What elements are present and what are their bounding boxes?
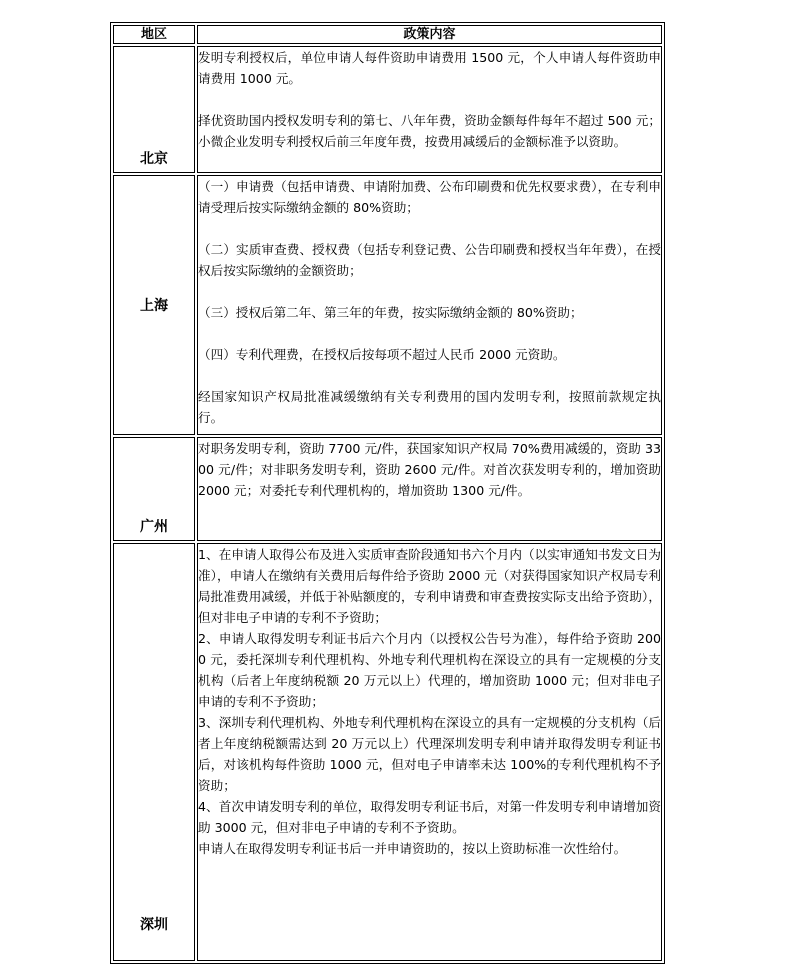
table-row-guangzhou: [113, 437, 662, 541]
policy-paragraph: 3、深圳专利代理机构、外地专利代理机构在深设立的具有一定规模的分支机构（后者上年度纳税额需达到 20 万元以上）代理深圳发明专利申请并取得发明专利证书后，对该机构每件资助 1000 元，但对电子申请率未达 100%的专利代理机构不予资助；: [198, 715, 661, 793]
region-cell: 北京: [113, 46, 195, 173]
table-row-shenzhen: [113, 543, 662, 961]
policy-paragraph: 对职务发明专利，资助 7700 元/件，获国家知识产权局 70%费用减缓的，资助 3300 元/件；对非职务发明专利，资助 2600 元/件。对首次获发明专利的，增加资助 2000 元；对委托专利代理机构的，增加资助 1300 元/件。: [198, 441, 661, 498]
policy-paragraph: 择优资助国内授权发明专利的第七、八年年费，资助金额每件每年不超过 500 元；小微企业发明专利授权后前三年度年费，按费用减缓后的金额标准予以资助。: [198, 113, 661, 149]
content-cell: [197, 543, 662, 961]
policy-paragraph: （三）授权后第二年、第三年的年费，按实际缴纳金额的 80%资助；: [198, 305, 583, 320]
content-cell: [197, 46, 662, 173]
content-cell: [197, 175, 662, 435]
policy-paragraph: 1、在申请人取得公布及进入实质审查阶段通知书六个月内（以实审通知书发文日为准），申请人在缴纳有关费用后每件给予资助 2000 元（对获得国家知识产权局专利局批准费用减缓，并低于补贴额度的，专利申请费和审查费按实际支出给予资助），但对非电子申请的专利不予资助；: [198, 547, 661, 625]
table-row-beijing: [113, 46, 662, 173]
policy-paragraph: 4、首次申请发明专利的单位，取得发明专利证书后，对第一件发明专利申请增加资助 3000 元，但对非电子申请的专利不予资助。: [198, 799, 661, 835]
policy-paragraph: （四）专利代理费，在授权后按每项不超过人民币 2000 元资助。: [198, 347, 566, 362]
table-header-row: [113, 25, 662, 44]
policy-paragraph: 申请人在取得发明专利证书后一并申请资助的，按以上资助标准一次性给付。: [198, 841, 627, 856]
region-cell: 广州: [113, 437, 195, 541]
region-cell: 上海: [113, 175, 195, 435]
header-region: 地区: [113, 25, 195, 44]
policy-paragraph: （二）实质审查费、授权费（包括专利登记费、公告印刷费和授权当年年费），在授权后按实际缴纳的金额资助；: [198, 242, 661, 278]
header-content: 政策内容: [197, 25, 662, 44]
policy-paragraph: 经国家知识产权局批准减缓缴纳有关专利费用的国内发明专利，按照前款规定执行。: [198, 389, 661, 425]
policy-paragraph: （一）申请费（包括申请费、申请附加费、公布印刷费和优先权要求费），在专利申请受理后按实际缴纳金额的 80%资助；: [198, 179, 661, 215]
content-cell: [197, 437, 662, 541]
policy-paragraph: 2、申请人取得发明专利证书后六个月内（以授权公告号为准），每件给予资助 2000 元，委托深圳专利代理机构、外地专利代理机构在深设立的具有一定规模的分支机构（后者上年度纳税额 20 万元以上）代理的，增加资助 1000 元；但对非电子申请的专利不予资助；: [198, 631, 661, 709]
policy-table: [110, 22, 665, 964]
policy-paragraph: 发明专利授权后，单位申请人每件资助申请费用 1500 元，个人申请人每件资助申请费用 1000 元。: [198, 50, 661, 86]
table-row-shanghai: [113, 175, 662, 435]
region-cell: 深圳: [113, 543, 195, 961]
